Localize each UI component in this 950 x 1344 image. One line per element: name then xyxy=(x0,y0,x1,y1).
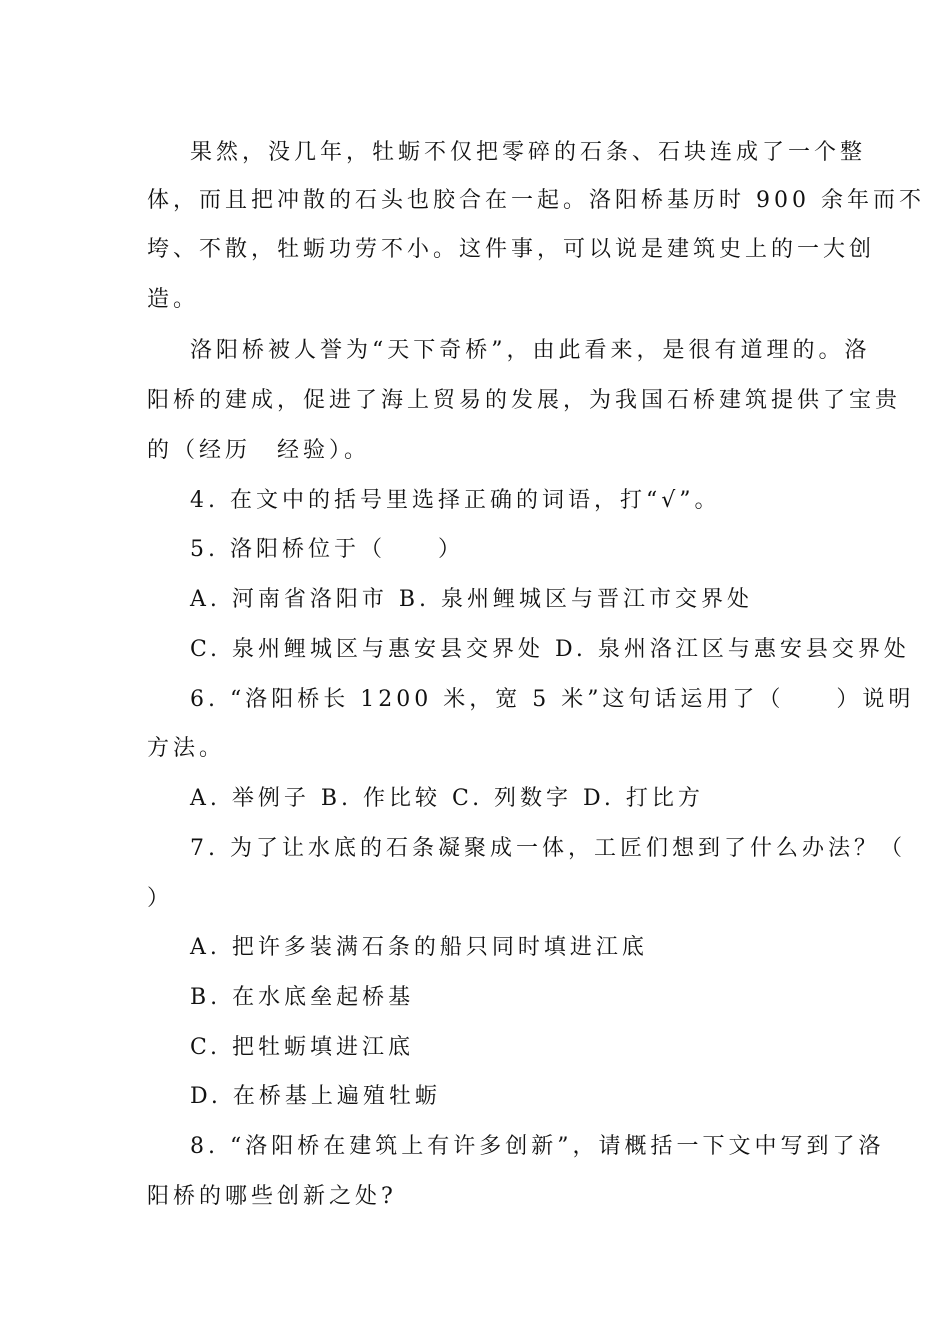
question-8: 8. “洛阳桥在建筑上有许多创新”，请概括一下文中写到了洛 xyxy=(190,1134,885,1159)
question-6: 6. “洛阳桥长 1200 米，宽 5 米”这句话运用了（ ）说明 xyxy=(190,687,915,712)
question-6-continued: 方法。 xyxy=(147,736,226,761)
paragraph-line: 体，而且把冲散的石头也胶合在一起。洛阳桥基历时 900 余年而不 xyxy=(147,188,925,213)
question-7-option-b: B. 在水底垒起桥基 xyxy=(190,985,415,1010)
question-7-option-c: C. 把牡蛎填进江底 xyxy=(190,1035,415,1060)
question-7-option-d: D. 在桥基上遍殖牡蛎 xyxy=(190,1084,441,1109)
question-7-option-a: A. 把许多装满石条的船只同时填进江底 xyxy=(190,935,648,960)
paragraph-line: 的（经历 经验）。 xyxy=(147,438,371,463)
paragraph-line: 果然，没几年，牡蛎不仅把零碎的石条、石块连成了一个整 xyxy=(190,140,867,165)
question-6-options: A. 举例子 B. 作比较 C. 列数字 D. 打比方 xyxy=(190,786,704,811)
question-5: 5. 洛阳桥位于（ ） xyxy=(190,537,464,562)
question-4: 4. 在文中的括号里选择正确的词语，打“√”。 xyxy=(190,488,721,513)
paragraph-line: 阳桥的建成，促进了海上贸易的发展，为我国石桥建筑提供了宝贵 xyxy=(147,388,902,413)
paragraph-line: 造。 xyxy=(147,287,200,312)
paragraph-line: 洛阳桥被人誉为“天下奇桥”，由此看来，是很有道理的。洛 xyxy=(190,338,871,363)
question-7-continued: ） xyxy=(147,886,174,911)
question-8-continued: 阳桥的哪些创新之处? xyxy=(147,1184,397,1209)
question-7: 7. 为了让水底的石条凝聚成一体，工匠们想到了什么办法？（ xyxy=(190,836,906,861)
question-5-options-cd: C. 泉州鲤城区与惠安县交界处 D. 泉州洛江区与惠安县交界处 xyxy=(190,637,910,662)
question-5-options-ab: A. 河南省洛阳市 B. 泉州鲤城区与晋江市交界处 xyxy=(190,587,754,612)
paragraph-line: 垮、不散，牡蛎功劳不小。这件事，可以说是建筑史上的一大创 xyxy=(147,237,876,262)
